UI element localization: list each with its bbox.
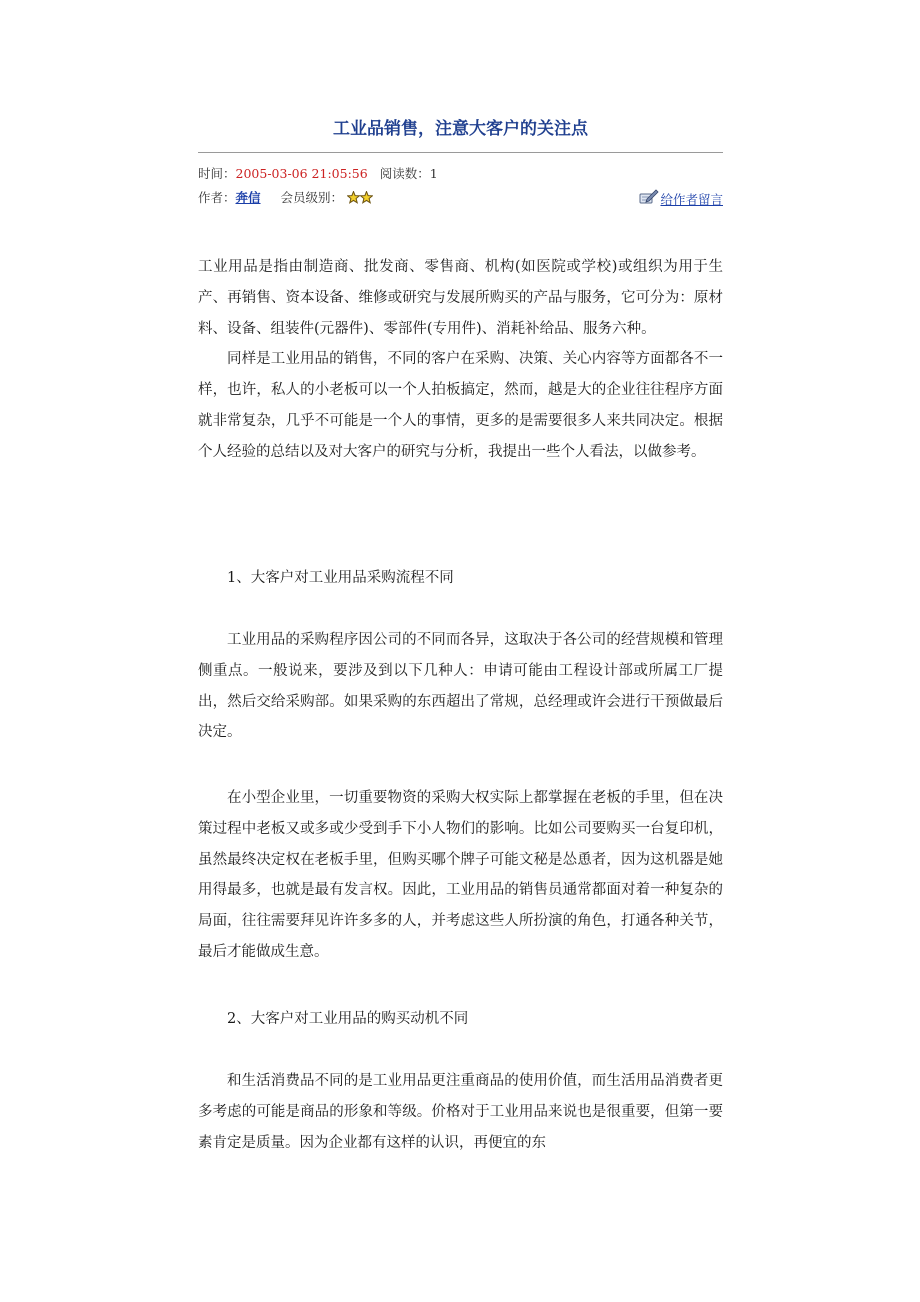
heading-purchase-motive: 2、大客户对工业用品的购买动机不同	[227, 1011, 469, 1027]
level-label: 会员级别：	[280, 190, 344, 205]
two-stars-icon	[347, 191, 373, 207]
time-value: 2005-03-06 21:05:56	[235, 166, 368, 181]
heading-purchase-process: 1、大客户对工业用品采购流程不同	[227, 570, 454, 586]
article-title: 工业品销售，注意大客户的关注点	[333, 119, 588, 139]
reads-value: 1	[429, 166, 438, 181]
paragraph-small-business: 在小型企业里，一切重要物资的采购大权实际上都掌握在老板的手里，但在决策过程中老板又或多或少受到手下小人物们的影响。比如公司要购买一台复印机，虽然最终决定权在老板手里，但购买哪个牌子可能文秘是怂恿者，因为这机器是她用得最多，也就是最有发言权。因此，工业用品的销售员通常都面对着一种复杂的局面，往往需要拜见许许多多的人，并考虑这些人所扮演的角色，打通各种关节，最后才能做成生意。	[198, 790, 723, 960]
time-label: 时间：	[198, 166, 236, 181]
message-author-link[interactable]	[639, 188, 723, 208]
author-link[interactable]: 奔信	[235, 190, 261, 205]
section-heading-1	[198, 563, 723, 594]
article-body-part2	[198, 625, 723, 748]
paragraph-same-sales: 同样是工业用品的销售，不同的客户在采购、决策、关心内容等方面都各不一样，也许，私人的小老板可以一个人拍板搞定，然而，越是大的企业往往程序方面就非常复杂，几乎不可能是一个人的事情，更多的是需要很多人来共同决定。根据个人经验的总结以及对大客户的研究与分析，我提出一些个人看法，以做参考。	[198, 351, 723, 460]
author-label: 作者：	[198, 190, 236, 205]
paragraph-purchase-procedure: 工业用品的采购程序因公司的不同而各异，这取决于各公司的经营规模和管理侧重点。一般说来，要涉及到以下几种人：申请可能由工程设计部或所属工厂提出，然后交给采购部。如果采购的东西超出了常规，总经理或许会进行干预做最后决定。	[198, 632, 723, 741]
section-heading-2	[198, 1004, 723, 1035]
reads-label: 阅读数：	[379, 166, 430, 181]
meta-time-row	[198, 164, 438, 182]
title-divider	[198, 152, 723, 153]
meta-author-row	[198, 188, 723, 207]
article-body-part4	[198, 1066, 723, 1158]
paragraph-intro: 工业用品是指由制造商、批发商、零售商、机构(如医院或学校)或组织为用于生产、再销售、资本设备、维修或研究与发展所购买的产品与服务，它可分为：原材料、设备、组装件(元器件)、零部件(专用件)、消耗补给品、服务六种。	[198, 259, 723, 337]
message-link-label: 给作者留言	[660, 192, 723, 207]
article-body-part3	[198, 783, 723, 968]
pen-icon	[639, 188, 660, 208]
paragraph-consumer-difference: 和生活消费品不同的是工业用品更注重商品的使用价值，而生活用品消费者更多考虑的可能是商品的形象和等级。价格对于工业用品来说也是很重要，但第一要素肯定是质量。因为企业都有这样的认识，再便宜的东	[198, 1073, 723, 1151]
article-body-part1	[198, 252, 723, 468]
